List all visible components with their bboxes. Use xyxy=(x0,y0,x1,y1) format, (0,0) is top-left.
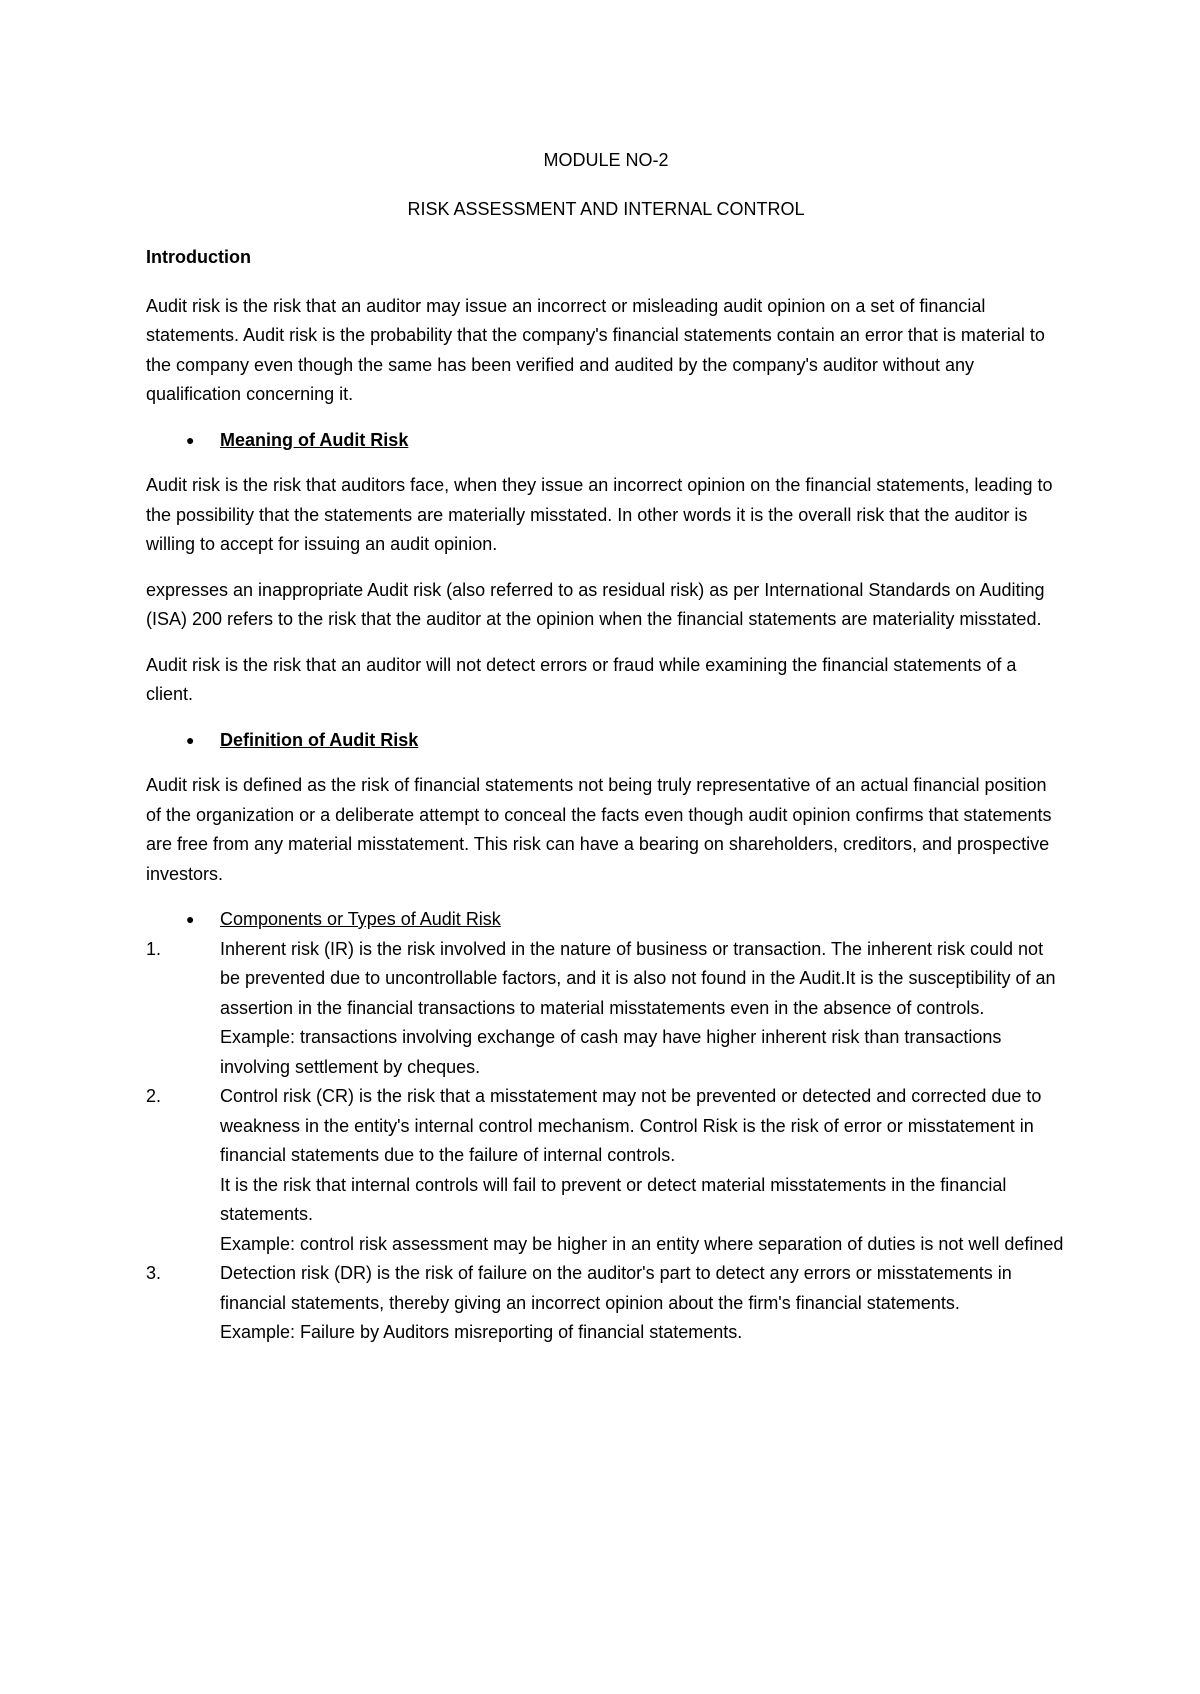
list-item-example: Example: control risk assessment may be higher in an entity where separation of duties is not well defined xyxy=(220,1233,1064,1254)
list-item xyxy=(146,1259,1066,1348)
components-section-heading xyxy=(146,905,1066,935)
list-item xyxy=(146,1082,1066,1259)
module-title: MODULE NO-2 xyxy=(543,150,669,170)
document-body xyxy=(146,146,1066,1348)
list-item-number: 2. xyxy=(146,1086,162,1106)
definition-paragraph: Audit risk is defined as the risk of financial statements not being truly representative of an actual financial position of the organization or a deliberate attempt to conceal the facts even though audit opinion confirms that statements are free from any material misstatement. This risk can have a bearing on shareholders, creditors, and prospective investors. xyxy=(146,775,1052,884)
list-item-text: It is the risk that internal controls will fail to prevent or detect material misstatements in the financial statements. xyxy=(220,1174,1007,1224)
meaning-paragraph-2: expresses an inappropriate Audit risk (also referred to as residual risk) as per International Standards on Auditing (ISA) 200 refers to the risk that the auditor at the opinion when the financial statements are materiality misstated. xyxy=(146,579,1045,629)
list-item-example: Example: Failure by Auditors misreporting of financial statements. xyxy=(220,1322,743,1342)
meaning-heading-text: Meaning of Audit Risk xyxy=(220,429,409,450)
bullet-icon: ● xyxy=(186,731,195,748)
list-item-number: 1. xyxy=(146,938,162,959)
components-list xyxy=(146,935,1066,1348)
list-item-text: Control risk (CR) is the risk that a misstatement may not be prevented or detected and corrected due to weakness in the entity's internal control mechanism. Control Risk is the risk of error or misstatement in financial statements due to the failure of internal controls. xyxy=(220,1086,1042,1165)
module-subtitle: RISK ASSESSMENT AND INTERNAL CONTROL xyxy=(407,198,805,219)
components-heading-text: Components or Types of Audit Risk xyxy=(220,909,501,929)
meaning-section-heading xyxy=(146,426,1066,456)
list-item-example: Example: transactions involving exchange of cash may have higher inherent risk than transactions involving settlement by cheques. xyxy=(220,1027,1002,1077)
list-item-text: Inherent risk (IR) is the risk involved in the nature of business or transaction. The inherent risk could not be prevented due to uncontrollable factors, and it is also not found in the Audit.It is the susceptibility of an assertion in the financial transactions to material misstatements even in the absence of controls. xyxy=(220,938,1056,1018)
list-item-number: 3. xyxy=(146,1263,162,1283)
bullet-icon: ● xyxy=(186,431,195,448)
meaning-paragraph-1: Audit risk is the risk that auditors face, when they issue an incorrect opinion on the financial statements, leading to the possibility that the statements are materially misstated. In other words it is the overall risk that the auditor is willing to accept for issuing an audit opinion. xyxy=(146,475,1053,554)
list-item xyxy=(146,935,1066,1083)
list-item-text: Detection risk (DR) is the risk of failure on the auditor's part to detect any errors or misstatements in financial statements, thereby giving an incorrect opinion about the firm's financial statements. xyxy=(220,1263,1012,1313)
introduction-paragraph: Audit risk is the risk that an auditor may issue an incorrect or misleading audit opinion on a set of financial statements. Audit risk is the probability that the company's financial statements contain an error that is material to the company even though the same has been verified and audited by the company's auditor without any qualification concerning it. xyxy=(146,295,1045,404)
meaning-paragraph-3: Audit risk is the risk that an auditor will not detect errors or fraud while examining the financial statements of a client. xyxy=(146,654,1017,704)
definition-section-heading xyxy=(146,726,1066,756)
bullet-icon: ● xyxy=(186,911,195,927)
introduction-heading: Introduction xyxy=(146,247,251,267)
definition-heading-text: Definition of Audit Risk xyxy=(220,729,419,750)
